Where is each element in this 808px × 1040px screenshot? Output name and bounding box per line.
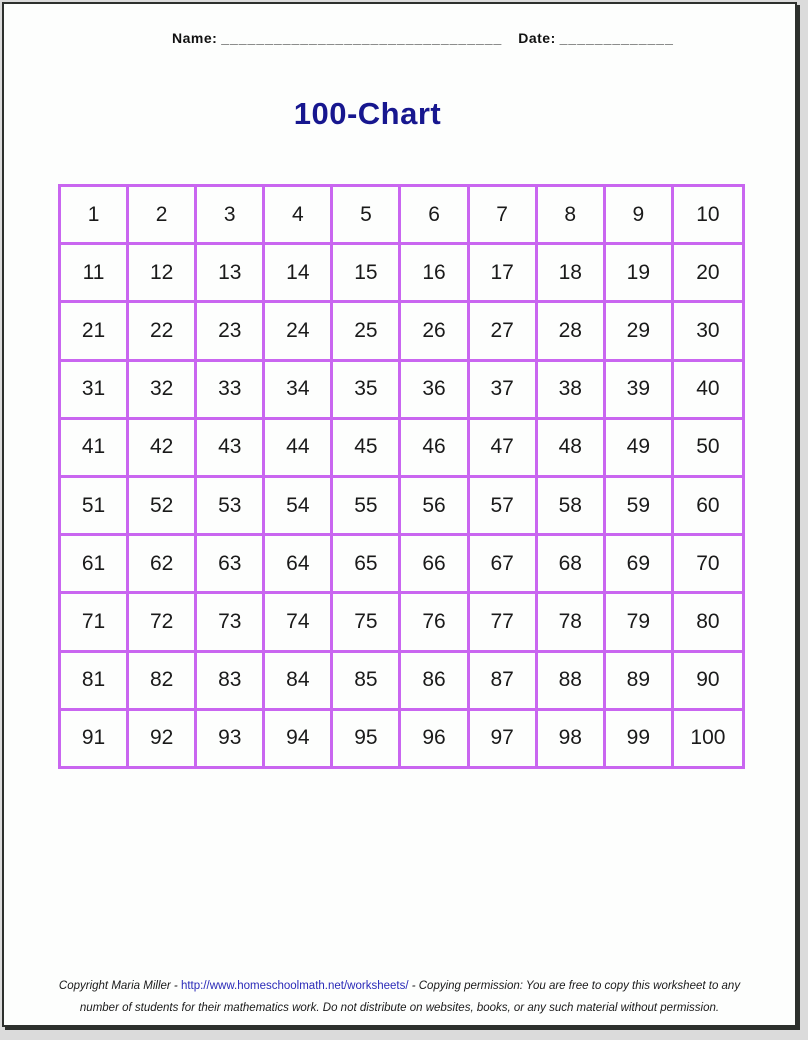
grid-cell-26: 26 <box>401 303 469 361</box>
footer-line1 <box>4 975 795 997</box>
grid-cell-66: 66 <box>401 536 469 594</box>
grid-cell-79: 79 <box>606 594 674 652</box>
grid-cell-39: 39 <box>606 362 674 420</box>
grid-cell-96: 96 <box>401 711 469 766</box>
grid-cell-32: 32 <box>129 362 197 420</box>
grid-cell-74: 74 <box>265 594 333 652</box>
grid-cell-54: 54 <box>265 478 333 536</box>
grid-cell-94: 94 <box>265 711 333 766</box>
grid-cell-84: 84 <box>265 653 333 711</box>
grid-cell-17: 17 <box>470 245 538 303</box>
grid-cell-87: 87 <box>470 653 538 711</box>
grid-cell-72: 72 <box>129 594 197 652</box>
grid-cell-37: 37 <box>470 362 538 420</box>
grid-cell-16: 16 <box>401 245 469 303</box>
grid-cell-23: 23 <box>197 303 265 361</box>
grid-cell-22: 22 <box>129 303 197 361</box>
name-date-row <box>172 30 795 46</box>
grid-cell-86: 86 <box>401 653 469 711</box>
grid-cell-35: 35 <box>333 362 401 420</box>
grid-cell-9: 9 <box>606 187 674 245</box>
grid-cell-97: 97 <box>470 711 538 766</box>
footer-line2: number of students for their mathematics work. Do not distribute on websites, books, or any such material without permission. <box>79 1002 720 1014</box>
grid-cell-40: 40 <box>674 362 742 420</box>
grid-cell-50: 50 <box>674 420 742 478</box>
grid-cell-7: 7 <box>470 187 538 245</box>
grid-cell-90: 90 <box>674 653 742 711</box>
grid-cell-41: 41 <box>61 420 129 478</box>
grid-cell-1: 1 <box>61 187 129 245</box>
grid-cell-98: 98 <box>538 711 606 766</box>
page-title: 100-Chart <box>293 96 442 131</box>
grid-cell-10: 10 <box>674 187 742 245</box>
name-blank-line[interactable]: ________________________________ <box>221 30 503 46</box>
grid-cell-34: 34 <box>265 362 333 420</box>
grid-cell-33: 33 <box>197 362 265 420</box>
grid-cell-63: 63 <box>197 536 265 594</box>
grid-cell-92: 92 <box>129 711 197 766</box>
grid-cell-100: 100 <box>690 726 726 750</box>
grid-cell-28: 28 <box>538 303 606 361</box>
grid-cell-48: 48 <box>538 420 606 478</box>
grid-cell-56: 56 <box>401 478 469 536</box>
grid-cell-82: 82 <box>129 653 197 711</box>
grid-cell-5: 5 <box>333 187 401 245</box>
grid-cell-81: 81 <box>61 653 129 711</box>
grid-cell-71: 71 <box>61 594 129 652</box>
grid-cell-15: 15 <box>333 245 401 303</box>
grid-cell-43: 43 <box>197 420 265 478</box>
grid-cell-62: 62 <box>129 536 197 594</box>
grid-cell-44: 44 <box>265 420 333 478</box>
grid-cell-88: 88 <box>538 653 606 711</box>
grid-cell-70: 70 <box>674 536 742 594</box>
footer-copyright <box>4 975 795 1019</box>
grid-cell-80: 80 <box>674 594 742 652</box>
grid-cell-19: 19 <box>606 245 674 303</box>
date-blank-line[interactable]: _____________ <box>559 30 674 46</box>
copyright-text: Copyright Maria Miller - <box>58 980 181 992</box>
grid-cell-47: 47 <box>470 420 538 478</box>
grid-cell-30: 30 <box>674 303 742 361</box>
grid-cell-20: 20 <box>674 245 742 303</box>
copying-permission-text: - Copying permission: You are free to copy this worksheet to any <box>408 980 741 992</box>
grid-cell-83: 83 <box>197 653 265 711</box>
grid-cell-13: 13 <box>197 245 265 303</box>
grid-cell-3: 3 <box>197 187 265 245</box>
grid-cell-36: 36 <box>401 362 469 420</box>
grid-cell-89: 89 <box>606 653 674 711</box>
grid-cell-64: 64 <box>265 536 333 594</box>
grid-cell-45: 45 <box>333 420 401 478</box>
grid-cell-55: 55 <box>333 478 401 536</box>
grid-cell-51: 51 <box>61 478 129 536</box>
grid-cell-31: 31 <box>61 362 129 420</box>
grid-cell-2: 2 <box>129 187 197 245</box>
grid-cell-6: 6 <box>401 187 469 245</box>
date-label: Date: <box>518 30 556 46</box>
grid-cell-69: 69 <box>606 536 674 594</box>
grid-cell-65: 65 <box>333 536 401 594</box>
grid-cell-76: 76 <box>401 594 469 652</box>
grid-cell-4: 4 <box>265 187 333 245</box>
grid-cell-8: 8 <box>538 187 606 245</box>
grid-cell-24: 24 <box>265 303 333 361</box>
grid-cell-91: 91 <box>61 711 129 766</box>
grid-cell-29: 29 <box>606 303 674 361</box>
grid-cell-52: 52 <box>129 478 197 536</box>
grid-cell-49: 49 <box>606 420 674 478</box>
grid-cell-68: 68 <box>538 536 606 594</box>
worksheet-page <box>2 2 797 1027</box>
grid-cell-18: 18 <box>538 245 606 303</box>
grid-cell-85: 85 <box>333 653 401 711</box>
name-label: Name: <box>172 30 218 46</box>
grid-cell-93: 93 <box>197 711 265 766</box>
grid-cell-11: 11 <box>61 245 129 303</box>
grid-cell-61: 61 <box>61 536 129 594</box>
grid-cell-21: 21 <box>61 303 129 361</box>
grid-cell-99: 99 <box>606 711 674 766</box>
grid-cell-38: 38 <box>538 362 606 420</box>
grid-cell-78: 78 <box>538 594 606 652</box>
grid-cell-53: 53 <box>197 478 265 536</box>
grid-cell-46: 46 <box>401 420 469 478</box>
grid-cell-75: 75 <box>333 594 401 652</box>
hundred-chart-grid <box>58 184 745 769</box>
grid-cell-42: 42 <box>129 420 197 478</box>
grid-cell-60: 60 <box>674 478 742 536</box>
grid-cell-67: 67 <box>470 536 538 594</box>
grid-cell-59: 59 <box>606 478 674 536</box>
grid-cell-14: 14 <box>265 245 333 303</box>
grid-cell-12: 12 <box>129 245 197 303</box>
grid-cell-27: 27 <box>470 303 538 361</box>
grid-cell-58: 58 <box>538 478 606 536</box>
grid-cell-95: 95 <box>333 711 401 766</box>
grid-cell-73: 73 <box>197 594 265 652</box>
grid-cell-57: 57 <box>470 478 538 536</box>
grid-cell-25: 25 <box>333 303 401 361</box>
grid-cell-77: 77 <box>470 594 538 652</box>
homeschoolmath-link[interactable]: http://www.homeschoolmath.net/worksheets/ <box>180 980 409 992</box>
